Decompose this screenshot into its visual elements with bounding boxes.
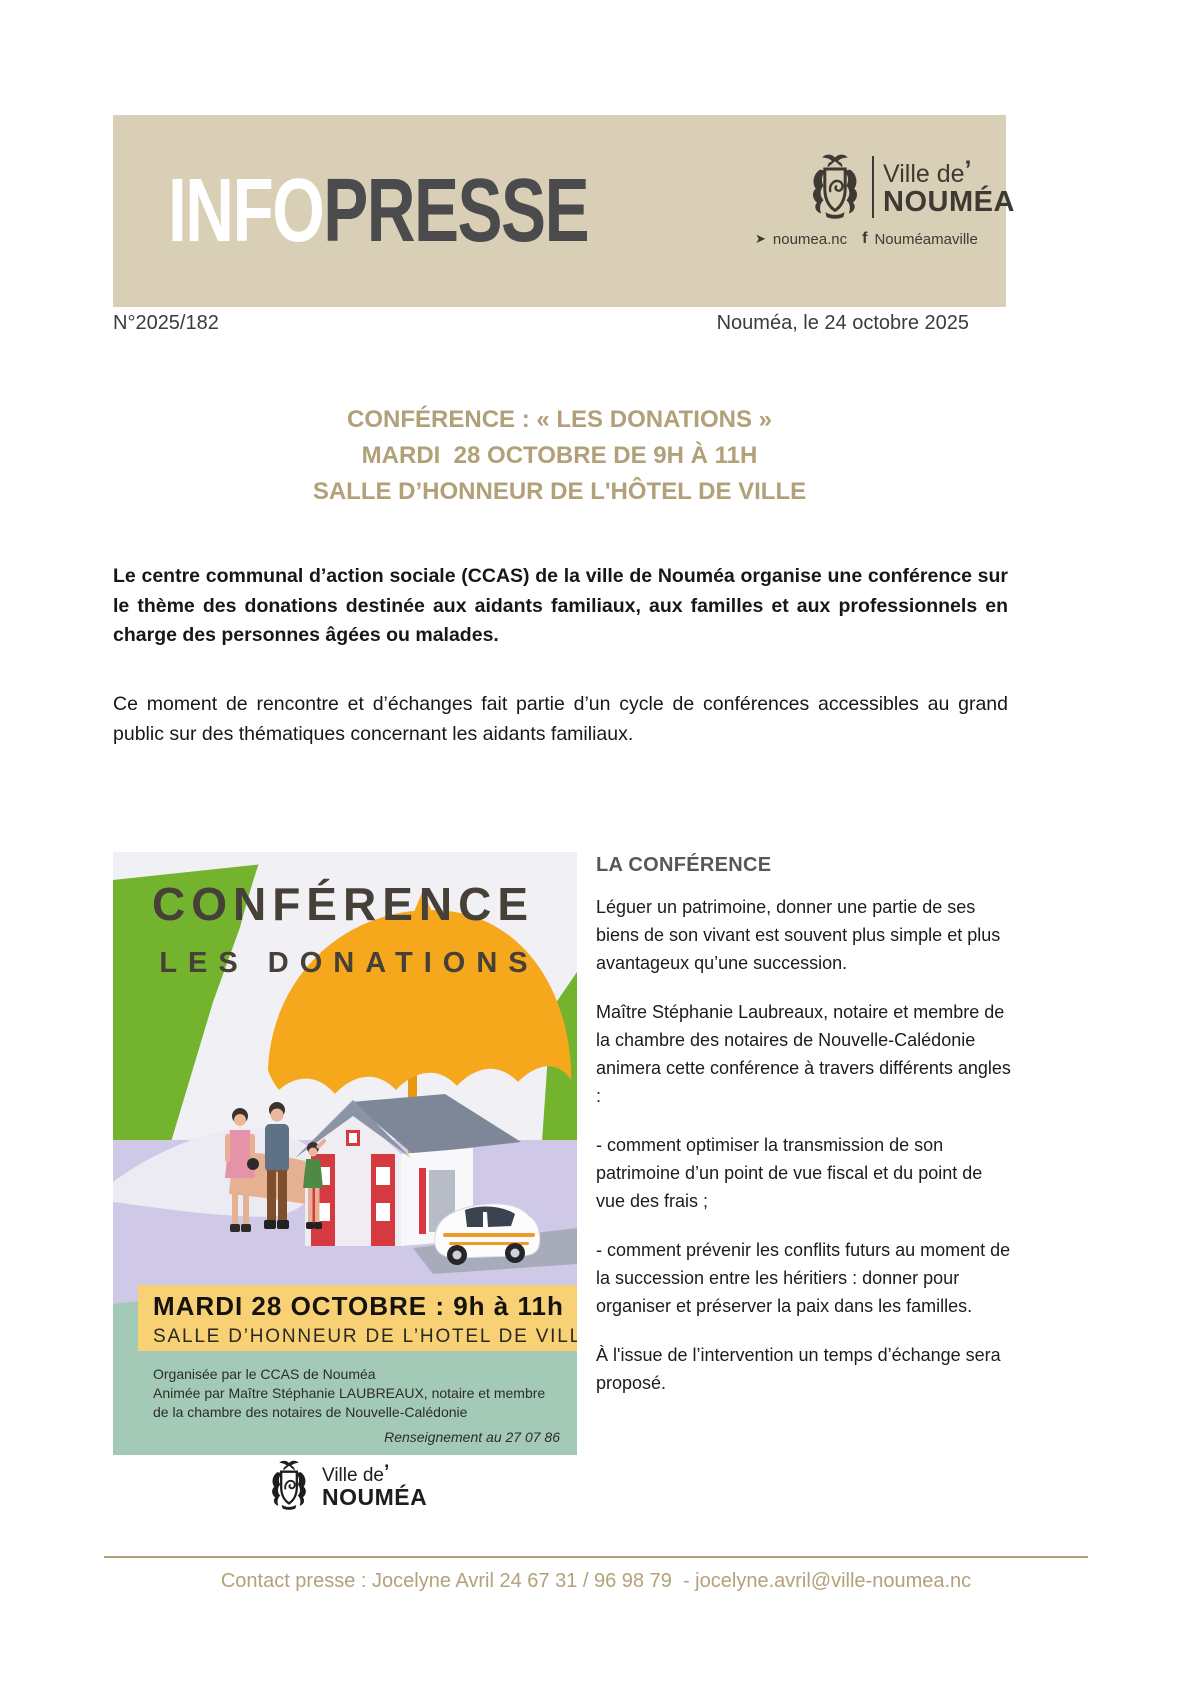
logo-divider — [872, 156, 874, 218]
city-logo-row — [805, 153, 1015, 221]
title-line3: SALLE D’HONNEUR DE L'HÔTEL DE VILLE — [312, 478, 807, 505]
poster-credit-line1: Organisée par le CCAS de Nouméa — [153, 1366, 376, 1382]
ville-de-noumea-logo — [755, 153, 1015, 248]
title-line2: MARDI 28 OCTOBRE DE 9H À 11H — [361, 442, 758, 469]
brand-presse: PRESSE — [323, 161, 589, 261]
footer-divider — [104, 1556, 1088, 1558]
city-logo-text — [883, 157, 1015, 217]
cursor-arrow-icon: ➤ — [755, 231, 766, 246]
coat-of-arms-icon — [805, 153, 865, 221]
city-logo-line2: NOUMÉA — [322, 1484, 428, 1510]
title-line1: CONFÉRENCE : « LES DONATIONS » — [347, 406, 772, 433]
conference-paragraph: - comment prévenir les conflits futurs au moment de la succession entre les héritiers : donner pour organiser et préserver la paix dans les familles. — [596, 1240, 1011, 1316]
city-logo-line1: Ville de’ — [322, 1462, 390, 1486]
dateline: Nouméa, le 24 octobre 2025 — [716, 312, 969, 334]
poster-info-line: Renseignement au 27 07 86 — [384, 1429, 560, 1445]
poster-title-line1: CONFÉRENCE — [151, 878, 535, 930]
intro-paragraph-bold: Le centre communal d’action sociale (CCAS) de la ville de Nouméa organise une conférence sur le thème des donations destinée aux aidants familiaux, aux familles et aux professionnels en charge des personnes âgées ou malades. — [113, 565, 1008, 646]
city-logo-line1: Ville de’ — [883, 156, 972, 188]
conference-heading: LA CONFÉRENCE — [596, 854, 772, 876]
header-banner — [113, 115, 1015, 307]
poster-artwork — [113, 852, 577, 1455]
city-logo-text — [322, 1462, 427, 1509]
poster-title-line2: LES DONATIONS — [159, 947, 539, 979]
press-contact: Contact presse : Jocelyne Avril 24 67 31 / 96 98 79 - jocelyne.avril@ville-noumea.nc — [220, 1570, 972, 1592]
poster-credit-line2: Animée par Maître Stéphanie LAUBREAUX, notaire et membre — [153, 1385, 546, 1401]
conference-paragraph: - comment optimiser la transmission de son patrimoine d’un point de vue fiscal et du point de vue des frais ; — [596, 1135, 983, 1211]
ville-de-noumea-logo-footer — [266, 1460, 427, 1511]
poster-banner-line1: MARDI 28 OCTOBRE : 9h à 11h — [153, 1291, 564, 1321]
intro-paragraph: Ce moment de rencontre et d’échanges fait partie d’un cycle de conférences accessibles au grand public sur des thématiques concernant les aidants familiaux. — [113, 693, 1008, 745]
conference-column — [596, 852, 1014, 1418]
logo-apostrophe: ’ — [383, 1462, 390, 1483]
document-title — [113, 402, 1006, 510]
facebook-icon: f — [862, 230, 868, 247]
website-label: noumea.nc — [772, 230, 848, 248]
poster-date-banner — [138, 1285, 577, 1351]
facebook-label: Nouméamaville — [874, 230, 978, 248]
conference-paragraph: À l'issue de l’intervention un temps d’échange sera proposé. — [596, 1345, 1001, 1393]
reference-number: N°2025/182 — [113, 312, 219, 334]
logo-apostrophe: ’ — [964, 156, 972, 184]
city-logo-tagline — [755, 230, 1015, 248]
brand-info: INFO — [168, 161, 324, 261]
city-logo-line2: NOUMÉA — [883, 186, 1015, 218]
conference-poster-image — [113, 852, 577, 1455]
poster-credit-line3: de la chambre des notaires de Nouvelle-Calédonie — [153, 1404, 468, 1420]
coat-of-arms-icon — [266, 1460, 312, 1511]
conference-paragraph: Léguer un patrimoine, donner une partie de ses biens de son vivant est souvent plus simple et plus avantageux qu’une succession. — [596, 897, 1001, 973]
poster-banner-line2: SALLE D’HONNEUR DE L’HOTEL DE VILLE — [153, 1326, 577, 1347]
conference-paragraph: Maître Stéphanie Laubreaux, notaire et membre de la chambre des notaires de Nouvelle-Calédonie animera cette conférence à travers différents angles : — [596, 1002, 1011, 1106]
infopresse-logo — [168, 163, 588, 259]
